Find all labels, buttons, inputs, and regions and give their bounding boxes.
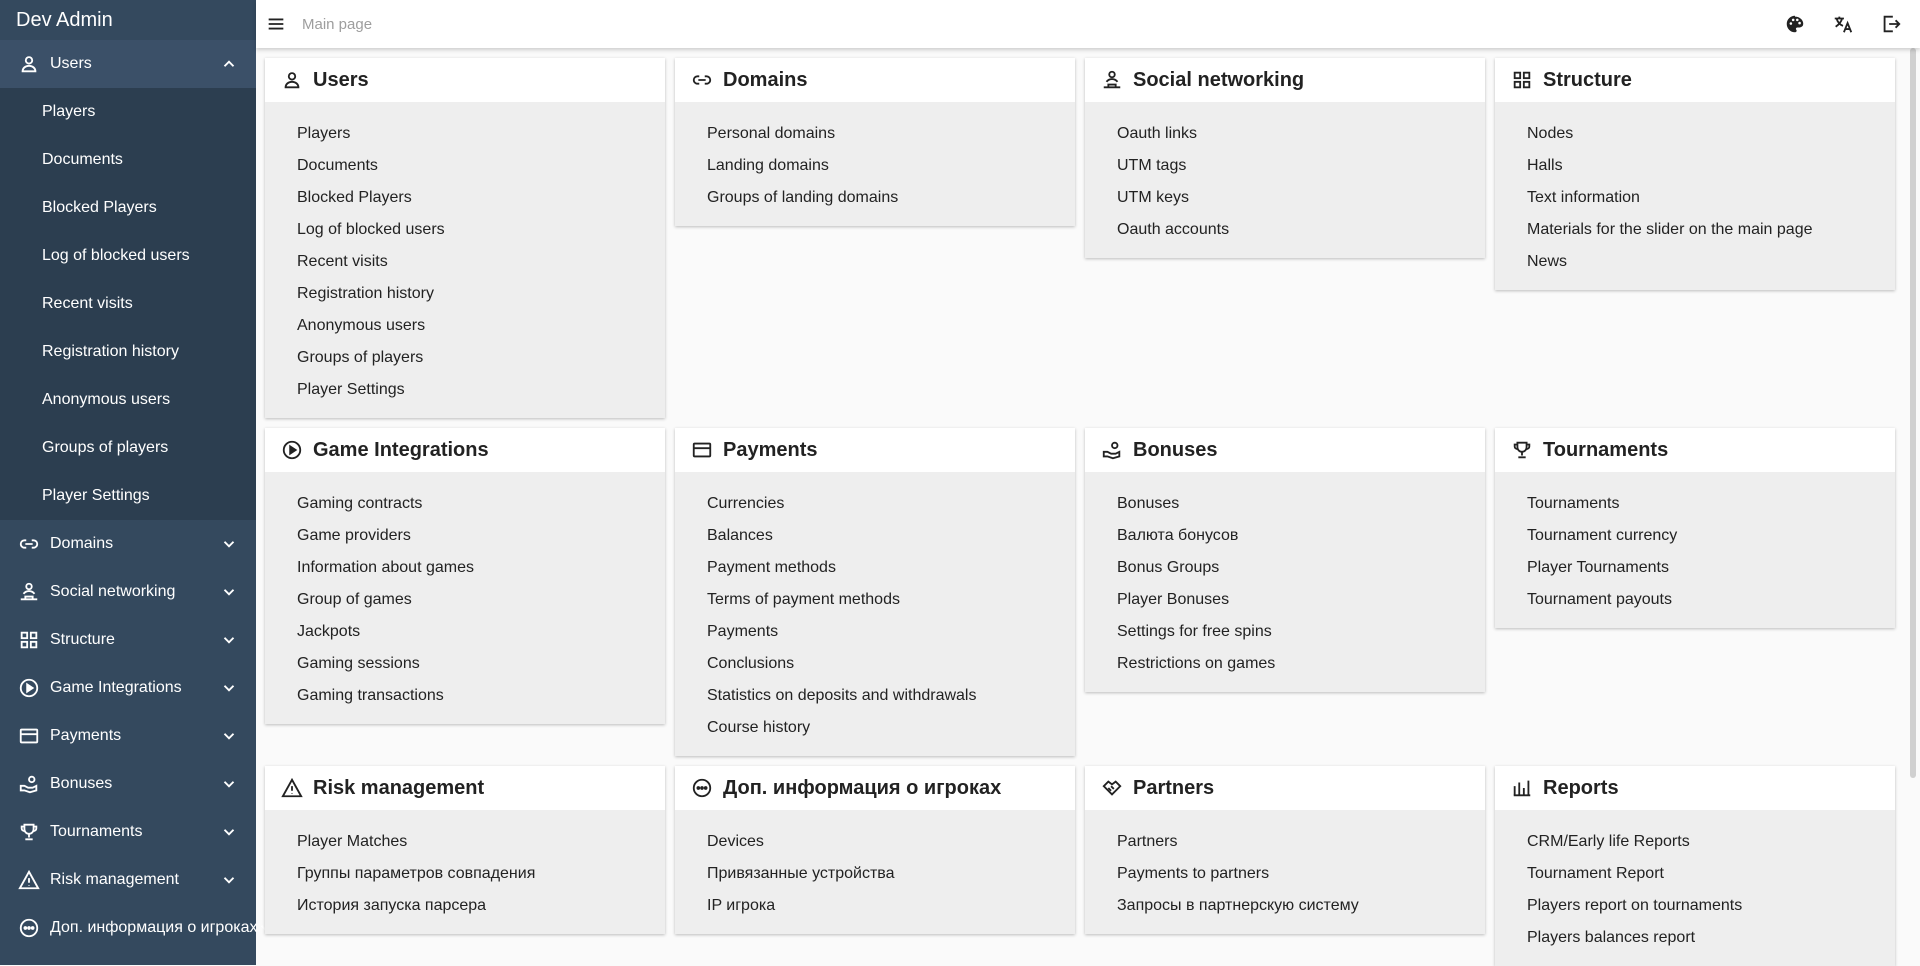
trophy-icon — [18, 821, 40, 843]
chevron-down-icon — [220, 679, 238, 697]
card-link[interactable]: Conclusions — [707, 655, 795, 672]
card-link[interactable]: Gaming sessions — [297, 655, 420, 672]
card-links — [675, 102, 1075, 226]
card-domains — [675, 58, 1075, 226]
user-stand-icon — [1101, 69, 1123, 91]
card-link[interactable]: Привязанные устройства — [707, 865, 895, 882]
sidebar-item-label: Tournaments — [50, 823, 143, 840]
card-link[interactable]: UTM keys — [1117, 189, 1189, 206]
card-risk-management — [265, 766, 665, 934]
sidebar-item-label: Users — [50, 55, 92, 72]
card-link[interactable]: Group of games — [297, 591, 412, 608]
card-header — [265, 766, 665, 810]
card-links — [265, 810, 665, 934]
card-link[interactable]: Tournaments — [1527, 495, 1620, 512]
card-links — [1495, 810, 1895, 966]
card-link[interactable]: Personal domains — [707, 125, 836, 142]
card-link[interactable]: Валюта бонусов — [1117, 527, 1239, 544]
card-title: Social networking — [1133, 68, 1305, 91]
play-circle-icon — [281, 439, 303, 461]
card-header — [1495, 766, 1895, 810]
sidebar-item-label: Social networking — [50, 583, 176, 600]
card-link[interactable]: Payment methods — [707, 559, 836, 576]
card-link[interactable]: Text information — [1527, 189, 1640, 206]
card-link[interactable]: Devices — [707, 833, 764, 850]
sidebar-subitem-log-blocked[interactable]: Log of blocked users — [42, 247, 190, 264]
app-title: Dev Admin — [16, 8, 113, 31]
card-header — [1495, 428, 1895, 472]
sidebar-item-social-networking[interactable] — [0, 568, 256, 616]
grid-icon — [1511, 69, 1533, 91]
card-title: Domains — [723, 68, 808, 91]
card-link[interactable]: Log of blocked users — [297, 221, 445, 238]
card-link[interactable]: UTM tags — [1117, 157, 1187, 174]
breadcrumb: Main page — [302, 15, 373, 33]
sidebar-item-label: Bonuses — [50, 775, 113, 792]
card-link[interactable]: Balances — [707, 527, 773, 544]
chevron-down-icon — [220, 535, 238, 553]
chart-icon — [1511, 777, 1533, 799]
card-links — [265, 472, 665, 724]
more-circle-icon — [18, 917, 40, 939]
sidebar-subitem-recent-visits[interactable]: Recent visits — [42, 295, 133, 312]
card-link[interactable]: Tournament payouts — [1527, 591, 1672, 608]
warning-icon — [18, 869, 40, 891]
card-header — [265, 428, 665, 472]
link-icon — [691, 69, 713, 91]
card-link[interactable]: Tournament currency — [1527, 527, 1678, 544]
card-links — [675, 472, 1075, 756]
sidebar-item-player-info[interactable] — [0, 904, 256, 952]
hand-coin-icon — [1101, 439, 1123, 461]
sidebar-subitem-player-settings[interactable]: Player Settings — [42, 487, 150, 504]
card-link[interactable]: Statistics on deposits and withdrawals — [707, 687, 977, 704]
sidebar — [0, 0, 256, 965]
card-bonuses — [1085, 428, 1485, 692]
sidebar-subitem-registration-history[interactable]: Registration history — [42, 343, 179, 360]
card-title: Risk management — [313, 776, 485, 799]
chevron-down-icon — [220, 871, 238, 889]
card-link[interactable]: Player Matches — [297, 833, 408, 850]
card-link[interactable]: Currencies — [707, 495, 785, 512]
sidebar-subitem-blocked-players[interactable]: Blocked Players — [42, 199, 157, 216]
sidebar-item-bonuses[interactable] — [0, 760, 256, 808]
chevron-down-icon — [220, 823, 238, 841]
sidebar-item-game-integrations[interactable] — [0, 664, 256, 712]
sidebar-subitem-groups-of-players[interactable]: Groups of players — [42, 439, 169, 456]
sidebar-subitem-documents[interactable]: Documents — [42, 151, 123, 168]
card-header — [1085, 428, 1485, 472]
sidebar-item-label: Доп. информация о игроках — [50, 919, 258, 936]
card-link[interactable]: Halls — [1527, 157, 1563, 174]
card-title: Structure — [1543, 68, 1632, 91]
card-link[interactable]: Materials for the slider on the main page — [1527, 221, 1813, 238]
card-link[interactable]: Game providers — [297, 527, 411, 544]
top-actions — [1778, 7, 1908, 41]
sidebar-subitem-players[interactable]: Players — [42, 103, 96, 120]
chevron-up-icon — [220, 55, 238, 73]
card-link[interactable]: Payments — [707, 623, 779, 640]
sidebar-item-risk-management[interactable] — [0, 856, 256, 904]
scrollbar[interactable] — [1910, 48, 1916, 778]
chevron-down-icon — [220, 583, 238, 601]
card-header — [1085, 766, 1485, 810]
card-reports — [1495, 766, 1895, 966]
card-link[interactable]: Anonymous users — [297, 317, 426, 334]
card-link[interactable]: Группы параметров совпадения — [297, 865, 536, 882]
grid-icon — [18, 629, 40, 651]
sidebar-item-label: Payments — [50, 727, 122, 744]
top-bar — [256, 0, 1920, 48]
card-link[interactable]: Players report on tournaments — [1527, 897, 1743, 914]
sidebar-item-label: Game Integrations — [50, 679, 182, 696]
hand-coin-icon — [18, 773, 40, 795]
card-title: Tournaments — [1543, 438, 1669, 461]
sidebar-item-payments[interactable] — [0, 712, 256, 760]
sidebar-item-tournaments[interactable] — [0, 808, 256, 856]
chevron-down-icon — [220, 631, 238, 649]
card-link[interactable]: Registration history — [297, 285, 434, 302]
credit-card-icon — [18, 725, 40, 747]
link-icon — [18, 533, 40, 555]
card-link[interactable]: Groups of landing domains — [707, 189, 899, 206]
card-link[interactable]: Settings for free spins — [1117, 623, 1272, 640]
user-stand-icon — [18, 581, 40, 603]
credit-card-icon — [691, 439, 713, 461]
card-link[interactable]: Landing domains — [707, 157, 829, 174]
card-game-integrations — [265, 428, 665, 724]
chevron-down-icon — [220, 775, 238, 793]
card-link[interactable]: Player Tournaments — [1527, 559, 1669, 576]
card-partners — [1085, 766, 1485, 934]
sidebar-item-users[interactable] — [0, 40, 256, 88]
card-structure — [1495, 58, 1895, 290]
card-link[interactable]: Payments to partners — [1117, 865, 1270, 882]
card-title: Payments — [723, 438, 818, 461]
card-link[interactable]: Groups of players — [297, 349, 424, 366]
card-link[interactable]: Player Bonuses — [1117, 591, 1230, 608]
card-link[interactable]: История запуска парсера — [297, 897, 487, 914]
card-link[interactable]: Documents — [297, 157, 378, 174]
sidebar-item-label: Risk management — [50, 871, 179, 888]
card-title: Users — [313, 68, 369, 91]
card-player-info — [675, 766, 1075, 934]
user-icon — [281, 69, 303, 91]
card-title: Bonuses — [1133, 438, 1218, 461]
trophy-icon — [1511, 439, 1533, 461]
translate-icon[interactable] — [1826, 7, 1860, 41]
card-header — [1085, 58, 1485, 102]
card-links — [1495, 472, 1895, 628]
card-link[interactable]: Запросы в партнерскую систему — [1117, 897, 1359, 914]
chevron-down-icon — [220, 727, 238, 745]
card-link[interactable]: Oauth links — [1117, 125, 1198, 142]
card-links — [1085, 810, 1485, 934]
card-links — [1085, 472, 1485, 692]
card-title: Partners — [1133, 776, 1215, 799]
card-link[interactable]: Blocked Players — [297, 189, 412, 206]
card-header — [675, 766, 1075, 810]
card-link[interactable]: Partners — [1117, 833, 1178, 850]
play-circle-icon — [18, 677, 40, 699]
sidebar-item-label: Domains — [50, 535, 114, 552]
sidebar-item-label: Structure — [50, 631, 115, 648]
warning-icon — [281, 777, 303, 799]
card-header — [1495, 58, 1895, 102]
card-link[interactable]: Players balances report — [1527, 929, 1696, 946]
card-link[interactable]: Information about games — [297, 559, 474, 576]
card-links — [1085, 102, 1485, 258]
card-links — [675, 810, 1075, 934]
card-link[interactable]: Bonus Groups — [1117, 559, 1220, 576]
card-users — [265, 58, 665, 418]
card-header — [265, 58, 665, 102]
card-links — [265, 102, 665, 418]
palette-icon[interactable] — [1778, 7, 1812, 41]
more-circle-icon — [691, 777, 713, 799]
handshake-icon — [1101, 777, 1123, 799]
card-link[interactable]: Tournament Report — [1527, 865, 1664, 882]
card-link[interactable]: Bonuses — [1117, 495, 1180, 512]
card-link[interactable]: Gaming contracts — [297, 495, 423, 512]
card-link[interactable]: News — [1527, 253, 1568, 270]
menu-icon[interactable] — [258, 6, 294, 42]
user-icon — [18, 53, 40, 75]
sidebar-item-domains[interactable] — [0, 520, 256, 568]
card-link[interactable]: Nodes — [1527, 125, 1574, 142]
card-link[interactable]: Gaming transactions — [297, 687, 444, 704]
card-header — [675, 428, 1075, 472]
card-title: Game Integrations — [313, 438, 489, 461]
card-social-networking — [1085, 58, 1485, 258]
card-title: Доп. информация о игроках — [723, 776, 1002, 799]
card-link[interactable]: Restrictions on games — [1117, 655, 1276, 672]
users-submenu — [0, 88, 256, 520]
card-link[interactable]: Recent visits — [297, 253, 388, 270]
main-content — [256, 48, 1920, 965]
card-link[interactable]: Player Settings — [297, 381, 405, 398]
card-links — [1495, 102, 1895, 290]
card-link[interactable]: CRM/Early life Reports — [1527, 833, 1690, 850]
card-link[interactable]: Course history — [707, 719, 811, 736]
card-link[interactable]: IP игрока — [707, 897, 776, 914]
sidebar-subitem-anonymous-users[interactable]: Anonymous users — [42, 391, 171, 408]
sidebar-item-structure[interactable] — [0, 616, 256, 664]
card-tournaments — [1495, 428, 1895, 628]
card-link[interactable]: Terms of payment methods — [707, 591, 900, 608]
card-link[interactable]: Oauth accounts — [1117, 221, 1230, 238]
card-link[interactable]: Players — [297, 125, 351, 142]
logout-icon[interactable] — [1874, 7, 1908, 41]
card-header — [675, 58, 1075, 102]
card-payments — [675, 428, 1075, 756]
card-title: Reports — [1543, 776, 1619, 799]
card-link[interactable]: Jackpots — [297, 623, 361, 640]
